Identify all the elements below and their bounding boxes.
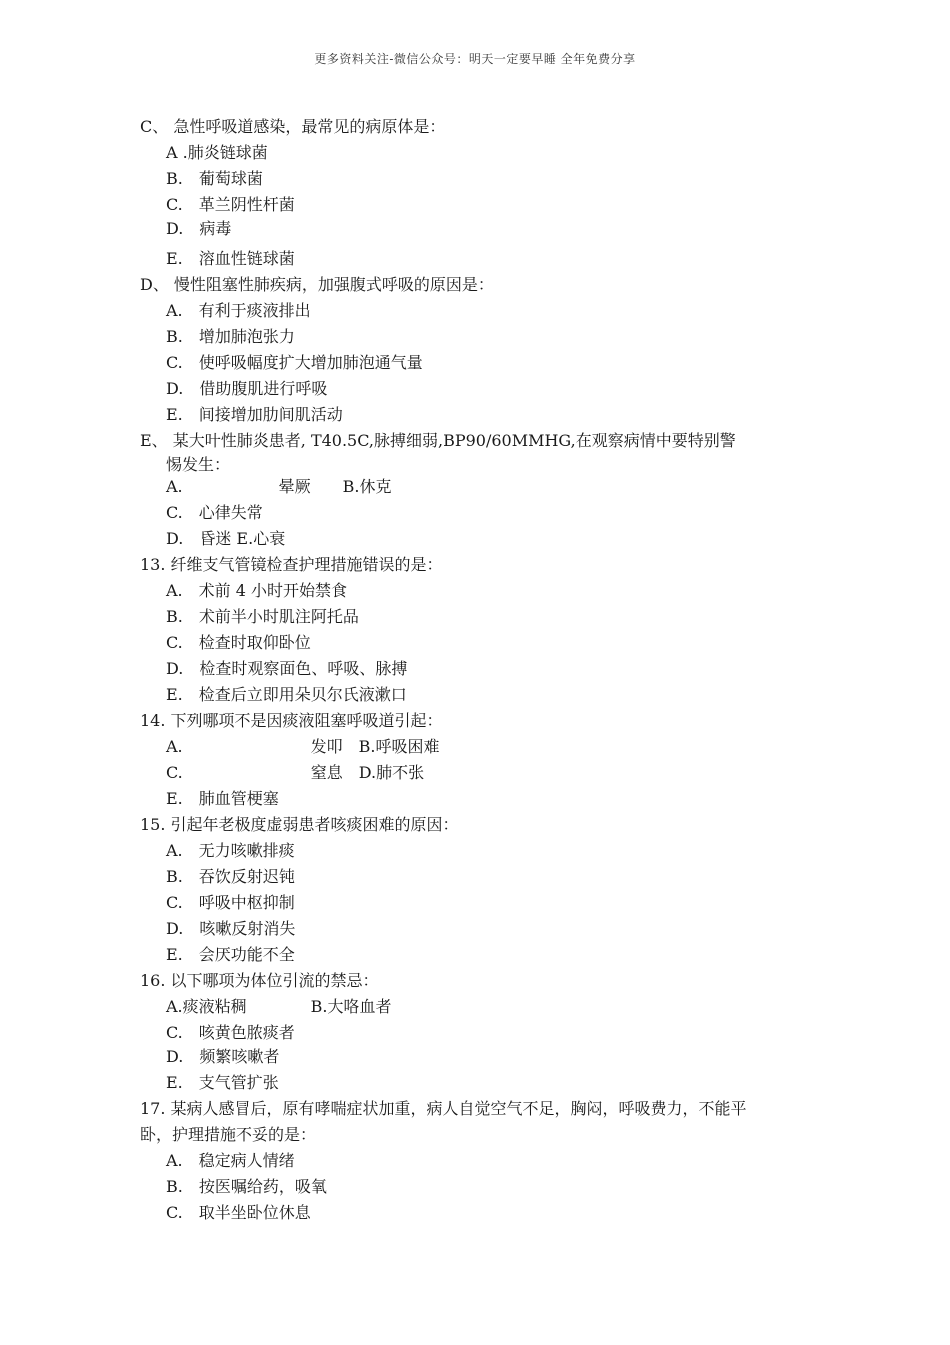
answer-option: C. 革兰阴性杆菌: [166, 195, 295, 214]
question-stem-continuation: 惕发生：: [166, 455, 231, 474]
question-stem: 14. 下列哪项不是因痰液阻塞呼吸道引起：: [140, 711, 443, 730]
answer-option: A. 无力咳嗽排痰: [166, 841, 295, 860]
answer-option: D. 检查时观察面色、呼吸、脉搏: [166, 659, 408, 678]
answer-option: C. 检查时取仰卧位: [166, 633, 311, 652]
answer-option: A. 晕厥 B.休克: [166, 477, 392, 496]
answer-option: D. 病毒: [166, 219, 232, 238]
answer-option: D. 咳嗽反射消失: [166, 919, 296, 938]
answer-option: D. 频繁咳嗽者: [166, 1047, 280, 1066]
answer-option: A. 有利于痰液排出: [166, 301, 311, 320]
question-stem: E、 某大叶性肺炎患者, T40.5C,脉搏细弱,BP90/60MMHG,在观察病情中要特别警: [140, 431, 736, 450]
answer-option: E. 支气管扩张: [166, 1073, 279, 1092]
question-stem: 17. 某病人感冒后，原有哮喘症状加重，病人自觉空气不足，胸闷，呼吸费力，不能平: [140, 1099, 747, 1118]
answer-option: C. 心律失常: [166, 503, 263, 522]
answer-option: B. 增加肺泡张力: [166, 327, 295, 346]
question-stem: 16. 以下哪项为体位引流的禁忌：: [140, 971, 379, 990]
answer-option: E. 肺血管梗塞: [166, 789, 279, 808]
answer-option: D. 借助腹肌进行呼吸: [166, 379, 328, 398]
answer-option: C. 呼吸中枢抑制: [166, 893, 295, 912]
answer-option: E. 溶血性链球菌: [166, 249, 295, 268]
question-stem: 13. 纤维支气管镜检查护理措施错误的是：: [140, 555, 443, 574]
answer-option: E. 检查后立即用朵贝尔氏液漱口: [166, 685, 407, 704]
answer-option: B. 吞饮反射迟钝: [166, 867, 295, 886]
answer-option: E. 间接增加肋间肌活动: [166, 405, 343, 424]
answer-option: D. 昏迷 E.心衰: [166, 529, 286, 548]
answer-option: C. 窒息 D.肺不张: [166, 763, 425, 782]
answer-option: B. 葡萄球菌: [166, 169, 263, 188]
question-stem: D、 慢性阻塞性肺疾病，加强腹式呼吸的原因是：: [140, 275, 494, 294]
page-header: 更多资料关注-微信公众号：明天一定要早睡 全年免费分享: [314, 52, 636, 66]
question-stem: 15. 引起年老极度虚弱患者咳痰困难的原因：: [140, 815, 459, 834]
question-stem-continuation: 卧，护理措施不妥的是：: [140, 1125, 317, 1144]
answer-option: B. 术前半小时肌注阿托品: [166, 607, 359, 626]
question-stem: C、 急性呼吸道感染，最常见的病原体是：: [140, 117, 446, 136]
answer-option: A. 发叩 B.呼吸困难: [166, 737, 440, 756]
answer-option: E. 会厌功能不全: [166, 945, 295, 964]
answer-option: C. 咳黄色脓痰者: [166, 1023, 295, 1042]
answer-option: A.痰液粘稠 B.大咯血者: [166, 997, 392, 1016]
answer-option: C. 取半坐卧位休息: [166, 1203, 311, 1222]
answer-option: B. 按医嘱给药，吸氧: [166, 1177, 327, 1196]
answer-option: C. 使呼吸幅度扩大增加肺泡通气量: [166, 353, 423, 372]
answer-option: A. 稳定病人情绪: [166, 1151, 295, 1170]
answer-option: A. 术前 4 小时开始禁食: [166, 581, 347, 600]
answer-option: A .肺炎链球菌: [166, 143, 268, 162]
